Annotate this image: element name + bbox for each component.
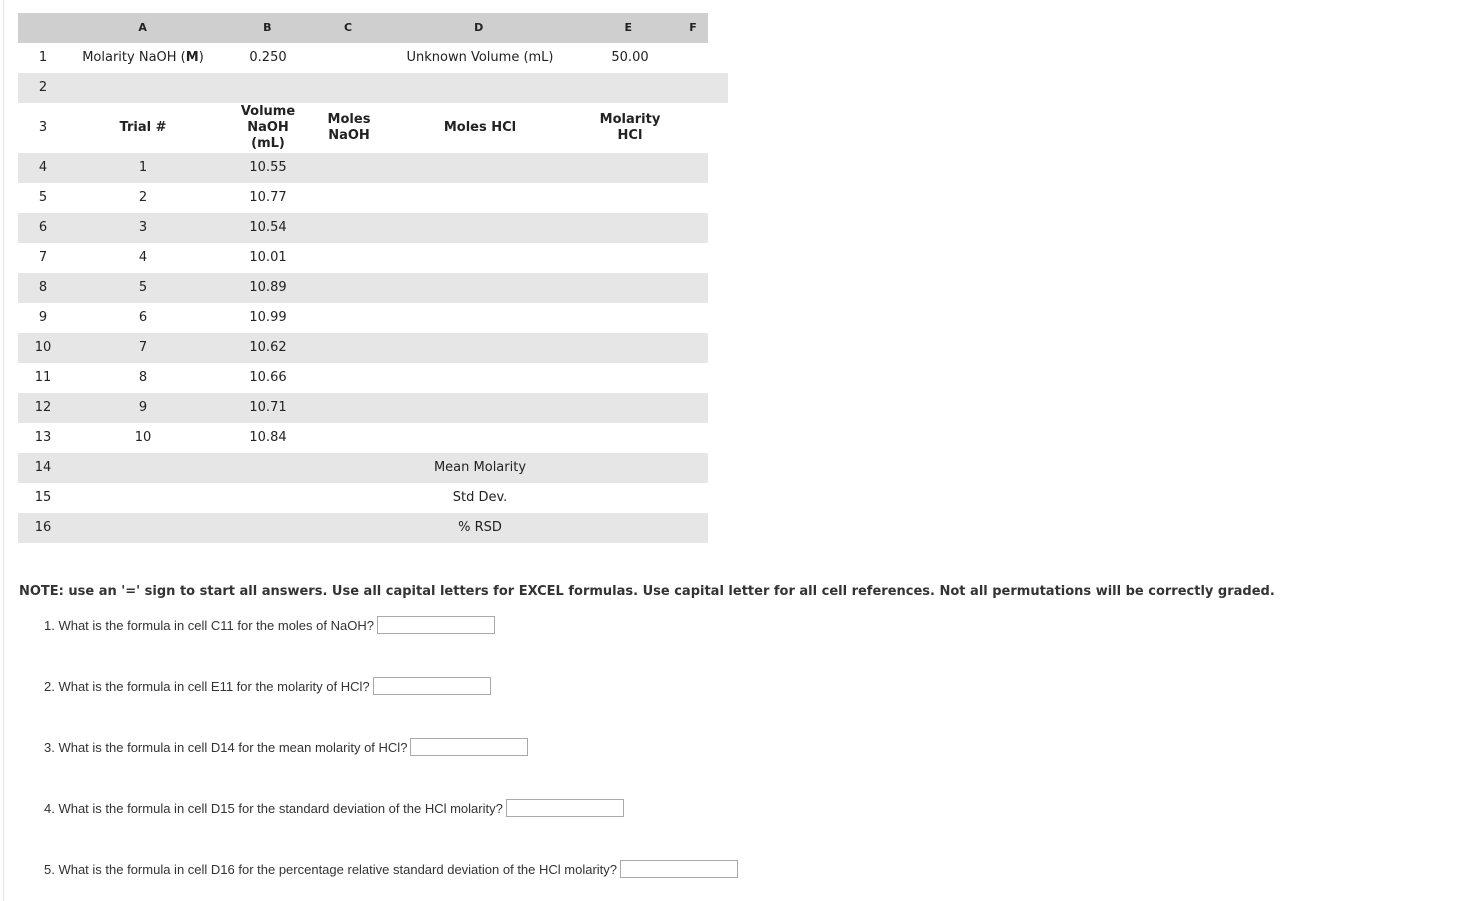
trial-number: 1	[138, 160, 148, 175]
instructions-note: NOTE: use an '=' sign to start all answers. Use all capital letters for EXCEL formulas. Use capital letter for all cell references. Not all permutations will be correctly graded.	[19, 584, 1275, 599]
column-header: D	[474, 21, 484, 34]
volume-value: 10.77	[249, 190, 287, 205]
column-header: C	[344, 21, 353, 34]
answer-input-4[interactable]	[506, 799, 624, 817]
volume-value: 10.54	[249, 220, 287, 235]
row-number: 16	[34, 520, 52, 535]
table-row	[18, 103, 728, 153]
question-text: 4. What is the formula in cell D15 for the standard deviation of the HCl molarity?	[44, 800, 503, 816]
volume-value: 10.55	[249, 160, 287, 175]
column-header: B	[263, 21, 272, 34]
header-line: NaOH	[328, 128, 370, 143]
trial-number: 3	[138, 220, 148, 235]
trial-number: 6	[138, 310, 148, 325]
molarity-naoh-value: 0.250	[249, 50, 287, 65]
header-line: NaOH	[247, 120, 289, 135]
answer-input-1[interactable]	[377, 616, 495, 634]
table-row	[18, 453, 708, 483]
rsd-label: % RSD	[458, 520, 502, 535]
molarity-paren: )	[198, 50, 204, 65]
table-row	[18, 423, 728, 453]
table-row	[18, 183, 728, 213]
unknown-volume-value: 50.00	[611, 50, 649, 65]
answer-input-2[interactable]	[373, 677, 491, 695]
trial-number: 2	[138, 190, 148, 205]
table-row	[18, 363, 728, 393]
volume-value: 10.84	[249, 430, 287, 445]
table-row	[18, 333, 708, 363]
question-text: 5. What is the formula in cell D16 for the percentage relative standard deviation of the HCl molarity?	[44, 861, 618, 877]
row-number: 8	[38, 280, 48, 295]
row-number: 5	[38, 190, 48, 205]
column-header: E	[624, 21, 632, 34]
table-row	[18, 213, 708, 243]
row-number: 15	[34, 490, 52, 505]
trial-header: Trial #	[119, 120, 167, 135]
volume-value: 10.01	[249, 250, 287, 265]
trial-number: 10	[134, 430, 152, 445]
table-row	[18, 73, 728, 103]
table-row	[18, 483, 728, 513]
row-number: 6	[38, 220, 48, 235]
row-number: 12	[34, 400, 52, 415]
trial-number: 5	[138, 280, 148, 295]
header-line: (mL)	[251, 136, 285, 151]
trial-number: 9	[138, 400, 148, 415]
row-number: 14	[34, 460, 52, 475]
mean-molarity-label: Mean Molarity	[433, 460, 527, 475]
table-row	[18, 393, 708, 423]
header-line: HCl	[617, 128, 643, 143]
question-3	[44, 738, 528, 756]
row-number: 7	[38, 250, 48, 265]
question-text: 3. What is the formula in cell D14 for the mean molarity of HCl?	[44, 739, 408, 755]
table-row	[18, 513, 708, 543]
row-number: 13	[34, 430, 52, 445]
column-header: F	[689, 21, 697, 34]
row-number: 3	[38, 120, 48, 135]
row-number: 10	[34, 340, 52, 355]
volume-value: 10.89	[249, 280, 287, 295]
table-row	[18, 153, 708, 183]
row-number: 4	[38, 160, 48, 175]
question-2	[44, 677, 491, 695]
molarity-naoh-text: Molarity NaOH (	[82, 50, 186, 65]
row-number: 2	[38, 80, 48, 95]
table-row	[18, 273, 708, 303]
question-1	[44, 616, 495, 634]
moles-hcl-header: Moles HCl	[443, 120, 517, 135]
trial-number: 7	[138, 340, 148, 355]
row-number: 9	[38, 310, 48, 325]
row-number: 11	[34, 370, 52, 385]
answer-input-3[interactable]	[410, 738, 528, 756]
table-row	[18, 303, 728, 333]
row-number: 1	[38, 50, 48, 65]
trial-number: 8	[138, 370, 148, 385]
molarity-unit: M	[185, 50, 199, 65]
molarity-naoh-label	[68, 50, 218, 66]
header-line: Molarity	[599, 112, 661, 127]
unknown-volume-label: Unknown Volume (mL)	[406, 50, 554, 65]
volume-value: 10.71	[249, 400, 287, 415]
molarity-hcl-header	[580, 112, 680, 144]
volume-value: 10.99	[249, 310, 287, 325]
answer-input-5[interactable]	[620, 860, 738, 878]
question-4	[44, 799, 624, 817]
trial-number: 4	[138, 250, 148, 265]
spreadsheet-table	[18, 13, 728, 543]
question-text: 1. What is the formula in cell C11 for the moles of NaOH?	[44, 617, 374, 633]
moles-naoh-header	[318, 112, 380, 144]
volume-value: 10.62	[249, 340, 287, 355]
question-text: 2. What is the formula in cell E11 for the molarity of HCl?	[44, 678, 370, 694]
volume-value: 10.66	[249, 370, 287, 385]
std-dev-label: Std Dev.	[452, 490, 508, 505]
column-header-row	[18, 13, 708, 43]
header-line: Volume	[240, 104, 296, 119]
column-header: A	[138, 21, 147, 34]
page-left-border	[3, 0, 4, 901]
question-5	[44, 860, 738, 878]
table-row	[18, 43, 728, 73]
volume-naoh-header	[218, 104, 318, 152]
header-line: Moles	[327, 112, 371, 127]
table-row	[18, 243, 728, 273]
